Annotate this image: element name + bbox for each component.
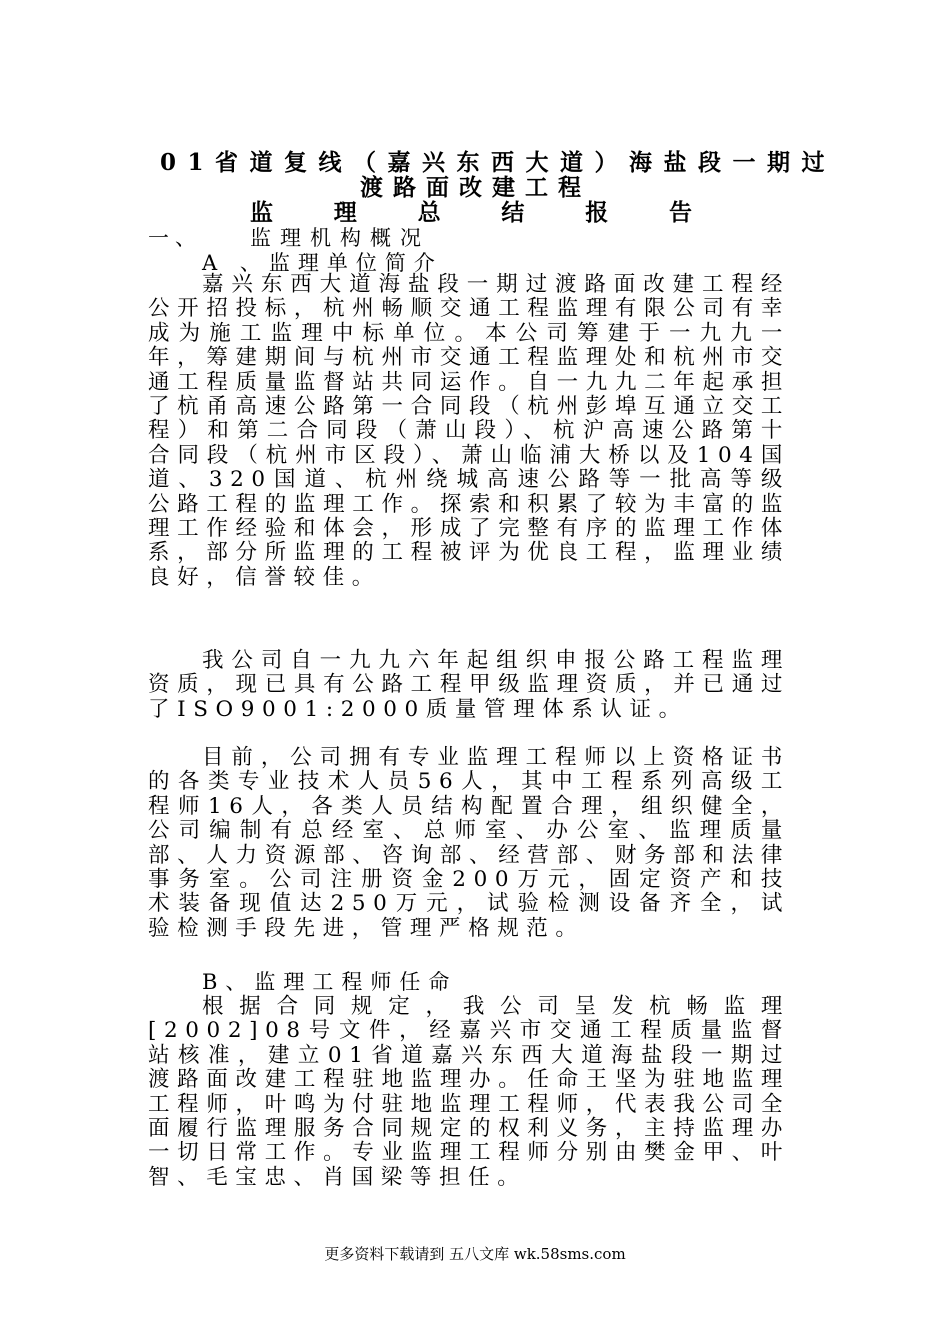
subsection-a-heading: A 、监理单位简介	[202, 251, 443, 275]
section-one-number: 一、	[148, 226, 202, 250]
subsection-b-heading: B、监理工程师任命	[202, 970, 458, 994]
title-char: 理	[333, 199, 357, 226]
document-title-line-2: 渡路面改建工程	[360, 174, 591, 201]
title-char: 报	[585, 199, 609, 226]
document-title-line-3	[250, 200, 692, 226]
paragraph-qualification: 我公司自一九九六年起组织申报公路工程监理资质，现已具有公路工程甲级监理资质，并已通过了ISO9001:2000质量管理体系认证。	[148, 648, 790, 722]
title-char: 结	[501, 199, 525, 226]
footer-download-note: 更多资料下载请到 五八文库 wk.58sms.com	[324, 1245, 626, 1263]
title-char: 监	[250, 199, 273, 226]
paragraph-appointment: 根据合同规定，我公司呈发杭畅监理[2002]08号文件，经嘉兴市交通工程质量监督站核准，建立01省道嘉兴东西大道海盐段一期过渡路面改建工程驻地监理办。任命王坚为驻地监理工程师，叶鸣为付驻地监理工程师，代表我公司全面履行监理服务合同规定的权利义务，主持监理办一切日常工作。专业监理工程师分别由樊金甲、叶智、毛宝忠、肖国梁等担任。	[148, 994, 790, 1190]
title-char: 总	[417, 199, 441, 226]
document-title-line-1: 01省道复线（嘉兴东西大道）海盐段一期过	[160, 149, 837, 176]
section-one-title: 监理机构概况	[250, 226, 430, 250]
paragraph-company-intro: 嘉兴东西大道海盐段一期过渡路面改建工程经公开招投标，杭州畅顺交通工程监理有限公司有幸成为施工监理中标单位。本公司筹建于一九九一年，筹建期间与杭州市交通工程监理处和杭州市交通工程质量监督站共同运作。自一九九二年起承担了杭甬高速公路第一合同段（杭州彭埠互通立交工程）和第二合同段（萧山段）、杭沪高速公路第十合同段（杭州市区段）、萧山临浦大桥以及104国道、320国道、杭州绕城高速公路等一批高等级公路工程的监理工作。探索和积累了较为丰富的监理工作经验和体会，形成了完整有序的监理工作体系，部分所监理的工程被评为优良工程，监理业绩良好，信誉较佳。	[148, 272, 790, 590]
title-char: 告	[668, 199, 692, 226]
paragraph-staff: 目前，公司拥有专业监理工程师以上资格证书的各类专业技术人员56人，其中工程系列高级工程师16人，各类人员结构配置合理，组织健全，公司编制有总经室、总师室、办公室、监理质量部、人力资源部、咨询部、经营部、财务部和法律事务室。公司注册资金200万元，固定资产和技术装备现值达250万元，试验检测设备齐全，试验检测手段先进，管理严格规范。	[148, 745, 790, 941]
